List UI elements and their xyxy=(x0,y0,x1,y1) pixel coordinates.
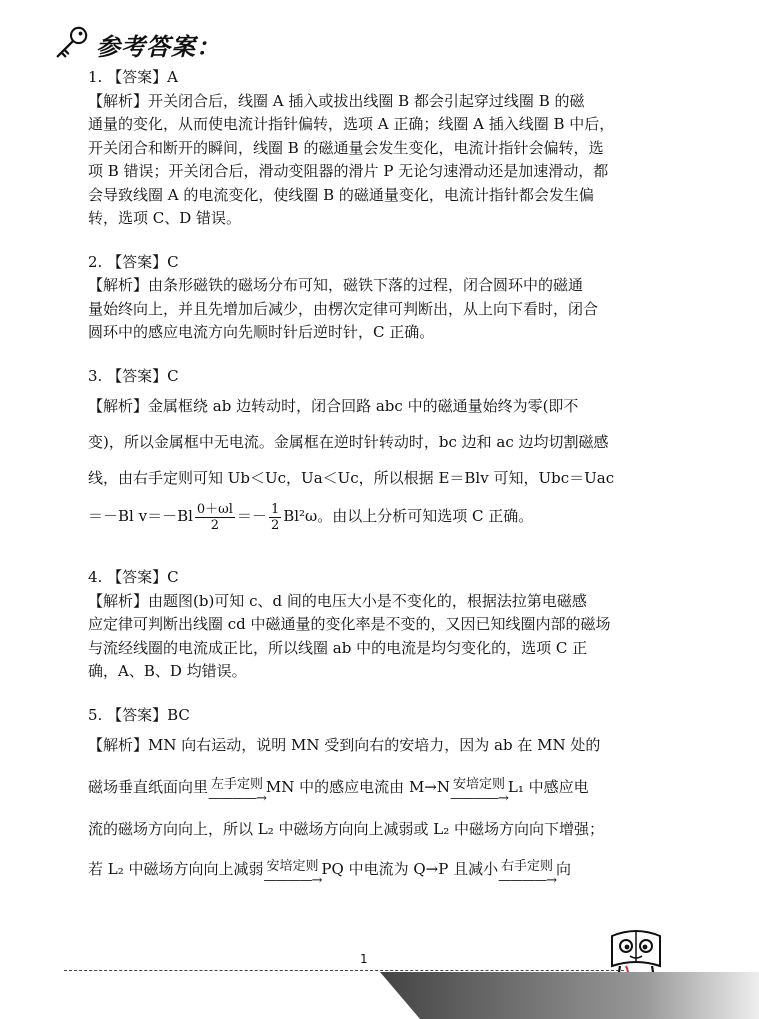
arrow-icon: ————→ xyxy=(208,791,266,806)
explanation-line: 流的磁场方向向上，所以 L₂ 中磁场方向向上减弱或 L₂ 中磁场方向向下增强； xyxy=(88,820,605,838)
answer-item-2 xyxy=(88,251,648,345)
answer-label: 4. 【答案】C xyxy=(88,568,179,586)
formula-part: Bl²ω。由以上分析可知选项 C 正确。 xyxy=(283,507,534,526)
explanation-line: 线，由右手定则可知 Ub＜Uc，Ua＜Uc，所以根据 E＝Blv 可知，Ubc＝Uac xyxy=(88,469,615,487)
explanation-line-arrows xyxy=(88,769,648,805)
answer-item-1 xyxy=(88,66,648,231)
labeled-arrow xyxy=(264,859,322,887)
explanation-line-arrows xyxy=(88,851,648,887)
key-icon xyxy=(52,25,90,63)
explanation-line: 与流经线圈的电流成正比，所以线圈 ab 中的电流是均匀变化的，选项 C 正 xyxy=(88,638,588,657)
arrow-icon: ————→ xyxy=(263,873,322,888)
arrow-label: 左手定则 xyxy=(210,777,263,792)
explanation-line: 【解析】MN 向右运动，说明 MN 受到向右的安培力，因为 ab 在 MN 处的 xyxy=(88,736,601,754)
fraction-denominator: 2 xyxy=(210,517,220,533)
answer-item-5 xyxy=(88,704,648,888)
answers-body xyxy=(88,66,648,887)
text-segment: 向 xyxy=(555,860,571,878)
footer-divider xyxy=(64,970,624,971)
labeled-arrow xyxy=(450,777,508,805)
explanation-line: 【解析】由条形磁铁的磁场分布可知，磁铁下落的过程，闭合圆环中的磁通 xyxy=(88,276,584,294)
explanation-line: 开关闭合和断开的瞬间，线圈 B 的磁通量会发生变化，电流计指针会偏转，选 xyxy=(88,138,604,157)
answer-label: 1. 【答案】A xyxy=(88,68,178,86)
page-title: 参考答案： xyxy=(96,32,221,61)
explanation-line: 圆环中的感应电流方向先顺时针后逆时针，C 正确。 xyxy=(88,323,435,341)
fraction xyxy=(269,502,281,533)
answer-header xyxy=(52,22,221,66)
labeled-arrow xyxy=(498,859,556,887)
arrow-icon: ————→ xyxy=(450,791,508,806)
footer-decoration xyxy=(380,972,759,1019)
labeled-arrow xyxy=(208,777,266,805)
formula-line xyxy=(88,496,648,538)
explanation-line: 【解析】开关闭合后，线圈 A 插入或拔出线圈 B 都会引起穿过线圈 B 的磁 xyxy=(88,91,585,110)
formula-part: ＝－ xyxy=(236,507,267,526)
answer-label: 3. 【答案】C xyxy=(88,366,179,385)
text-segment: 磁场垂直纸面向里 xyxy=(88,778,209,796)
explanation-line: 通量的变化，从而使电流计指针偏转，选项 A 正确；线圈 A 插入线圈 B 中后， xyxy=(88,115,615,133)
arrow-label: 安培定则 xyxy=(452,777,505,792)
text-segment: 若 L₂ 中磁场方向向上减弱 xyxy=(88,860,264,878)
text-segment: PQ 中电流为 Q→P 且减小 xyxy=(321,860,499,878)
explanation-line: 变)，所以金属框中无电流。金属框在逆时针转动时，bc 边和 ac 边均切割磁感 xyxy=(88,433,609,451)
explanation-line: 应定律可判断出线圈 cd 中磁通量的变化率是不变的，又因已知线圈内部的磁场 xyxy=(88,615,611,633)
arrow-label: 右手定则 xyxy=(501,859,554,874)
text-segment: MN 中的感应电流由 M→N xyxy=(265,778,450,796)
explanation-line: 【解析】由题图(b)可知 c、d 间的电压大小是不变化的，根据法拉第电磁感 xyxy=(88,591,587,610)
explanation-line: 量始终向上，并且先增加后减少，由楞次定律可判断出，从上向下看时，闭合 xyxy=(88,299,599,318)
answer-label: 2. 【答案】C xyxy=(88,252,179,271)
answer-item-3 xyxy=(88,365,648,539)
arrow-icon: ————→ xyxy=(498,873,556,888)
explanation-line: 会导致线圈 A 的电流变化，使线圈 B 的磁通量变化，电流计指针都会发生偏 xyxy=(88,185,594,204)
fraction-numerator: 0＋ωl xyxy=(196,501,233,517)
page-number: 1 xyxy=(360,952,368,966)
fraction-numerator: 1 xyxy=(270,501,280,517)
explanation-line: 转，选项 C、D 错误。 xyxy=(88,209,242,227)
formula-part: ＝－Bl v＝－Bl xyxy=(88,507,193,526)
fraction xyxy=(195,502,235,533)
arrow-label: 安培定则 xyxy=(266,859,319,874)
explanation-line: 项 B 错误；开关闭合后，滑动变阻器的滑片 P 无论匀速滑动还是加速滑动，都 xyxy=(88,162,609,180)
answer-label: 5. 【答案】BC xyxy=(88,705,190,724)
explanation-line: 确，A、B、D 均错误。 xyxy=(88,662,247,680)
fraction-denominator: 2 xyxy=(270,517,280,533)
text-segment: L₁ 中感应电 xyxy=(507,778,589,796)
explanation-line: 【解析】金属框绕 ab 边转动时，闭合回路 abc 中的磁通量始终为零(即不 xyxy=(88,397,579,415)
answer-item-4 xyxy=(88,566,648,684)
